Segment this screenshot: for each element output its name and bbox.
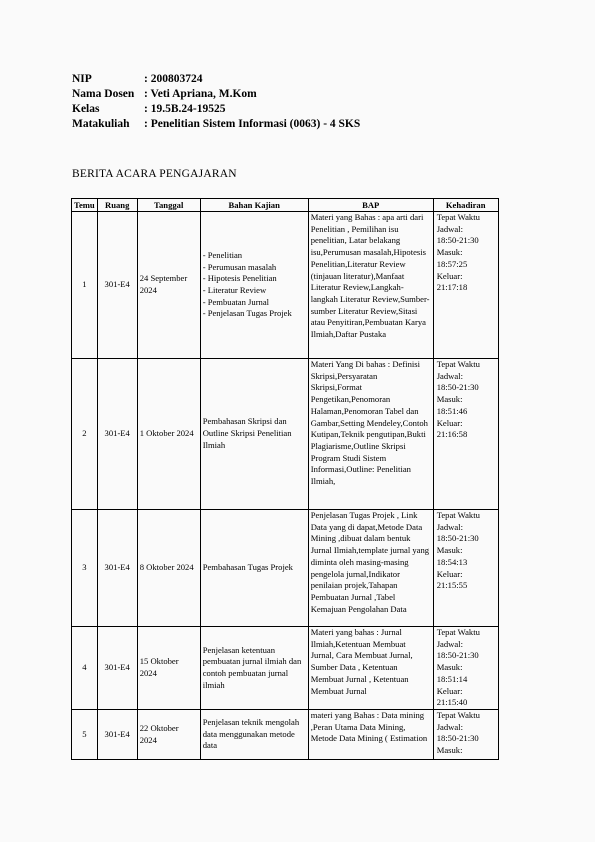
jadwal-value: 18:50-21:30 [436, 733, 479, 744]
table-row [72, 212, 499, 359]
cell-kehadiran [433, 212, 498, 359]
cell-ruang: 301-E4 [97, 359, 137, 510]
cell-temu: 1 [72, 212, 98, 359]
status-text: Tepat Waktu [436, 627, 480, 637]
bahan-item: - Pembuatan Jurnal [202, 296, 270, 307]
header-info [72, 72, 360, 132]
cell-kehadiran [433, 627, 498, 710]
table-row [72, 510, 499, 627]
keluar-label: Keluar: [436, 417, 463, 428]
bahan-list [203, 250, 306, 320]
dosen-row [72, 87, 360, 102]
jadwal-label: Jadwal: [436, 370, 463, 381]
jadwal-label: Jadwal: [436, 721, 463, 732]
jadwal-value: 18:50-21:30 [436, 235, 479, 246]
header-kehadiran: Kehadiran [433, 199, 498, 212]
table-row [72, 359, 499, 510]
status-text: Tepat Waktu [436, 212, 480, 222]
cell-bahan-kajian [200, 212, 308, 359]
matkul-label: Matakuliah [72, 118, 130, 130]
header-bahan-kajian: Bahan Kajian [200, 199, 308, 212]
cell-tanggal: 1 Oktober 2024 [137, 359, 200, 510]
cell-bap: Materi yang Bahas : apa arti dari Penelitian , Pemilihan isu penelitian, Latar belakang isu,Perumusan masalah,Hipotesis Penelitian,Literatur Review (tinjauan literatur),Manfaat Literatur Review,Langkah-langkah Literatur Review,Sumber-sumber Literatur Review,Sitasi atau Penyitiran,Pembuatan Karya Ilmiah,Daftar Pustaka [308, 212, 433, 359]
status-text: Tepat Waktu [436, 359, 480, 369]
teaching-log-table [71, 198, 499, 760]
cell-ruang: 301-E4 [97, 212, 137, 359]
bahan-item: - Penjelasan Tugas Projek [202, 308, 292, 319]
section-title: BERITA ACARA PENGAJARAN [72, 168, 237, 180]
dosen-label: Nama Dosen [72, 88, 135, 100]
cell-bap: Penjelasan Tugas Projek , Link Data yang di dapat,Metode Data Mining ,dibuat dalam bentuk Jurnal Ilmiah,template jurnal yang diminta oleh masing-masing pengelola jurnal,Indikator penilaian projek,Tahapan Pembuatan Jurnal ,Tabel Kemajuan Pengolahan Data [308, 510, 433, 627]
dosen-value: : Veti Apriana, M.Kom [144, 88, 257, 100]
header-tanggal: Tanggal [137, 199, 200, 212]
cell-bahan-kajian: Pembahasan Skripsi dan Outline Skripsi Penelitian Ilmiah [200, 359, 308, 510]
cell-bahan-kajian: Penjelasan ketentuan pembuatan jurnal ilmiah dan contoh pembuatan jurnal ilmiah [200, 627, 308, 710]
cell-bap: materi yang Bahas : Data mining ,Peran Utama Data Mining, Metode Data Mining ( Estimation [308, 710, 433, 760]
matkul-row [72, 117, 360, 132]
matkul-value: : Penelitian Sistem Informasi (0063) - 4 SKS [144, 118, 361, 130]
kelas-label: Kelas [72, 103, 100, 115]
kelas-value: : 19.5B.24-19525 [144, 103, 226, 115]
masuk-label: Masuk: [436, 745, 463, 756]
nip-row [72, 72, 360, 87]
cell-kehadiran [433, 510, 498, 627]
jadwal-value: 18:50-21:30 [436, 382, 479, 393]
jadwal-label: Jadwal: [436, 223, 463, 234]
bahan-item: - Literatur Review [202, 285, 267, 295]
keluar-value: 21:15:40 [436, 697, 468, 708]
table-row [72, 627, 499, 710]
header-temu: Temu [72, 199, 98, 212]
cell-kehadiran [433, 359, 498, 510]
masuk-value: 18:51:46 [436, 405, 468, 416]
header-bap: BAP [308, 199, 433, 212]
cell-tanggal: 24 September 2024 [137, 212, 200, 359]
keluar-label: Keluar: [436, 270, 463, 281]
cell-tanggal: 22 Oktober 2024 [137, 710, 200, 760]
jadwal-label: Jadwal: [436, 638, 463, 649]
cell-temu: 2 [72, 359, 98, 510]
status-text: Tepat Waktu [436, 510, 480, 520]
cell-bap: Materi yang bahas : Jurnal Ilmiah,Ketentuan Membuat Jurnal, Cara Membuat Jurnal, Sumber Data , Ketentuan Membuat Jurnal , Ketentuan Membuat Jurnal [308, 627, 433, 710]
table-header-row [72, 199, 499, 212]
header-ruang: Ruang [97, 199, 137, 212]
masuk-label: Masuk: [436, 545, 463, 556]
masuk-value: 18:51:14 [436, 673, 468, 684]
cell-bap: Materi Yang Di bahas : Definisi Skripsi,Persyaratan Skripsi,Format Pengetikan,Penomoran Halaman,Penomoran Tabel dan Gambar,Setting Mendeley,Contoh Kutipan,Teknik pengutipan,Bukti Plagiarisme,Outline Skripsi Program Studi Sistem Informasi,Outline: Penelitian Ilmiah, [308, 359, 433, 510]
masuk-value: 18:57:25 [436, 258, 468, 269]
masuk-label: Masuk: [436, 247, 463, 258]
cell-tanggal: 8 Oktober 2024 [137, 510, 200, 627]
masuk-label: Masuk: [436, 394, 463, 405]
cell-bahan-kajian: Penjelasan teknik mengolah data menggunakan metode data [200, 710, 308, 760]
jadwal-value: 18:50-21:30 [436, 650, 479, 661]
keluar-value: 21:15:55 [436, 580, 468, 591]
nip-label: NIP [72, 73, 92, 85]
keluar-label: Keluar: [436, 685, 463, 696]
bahan-item: - Penelitian [202, 249, 243, 260]
status-text: Tepat Waktu [436, 710, 480, 720]
cell-temu: 4 [72, 627, 98, 710]
keluar-value: 21:17:18 [436, 282, 468, 293]
cell-tanggal: 15 Oktober 2024 [137, 627, 200, 710]
cell-kehadiran [433, 710, 498, 760]
table-row [72, 710, 499, 760]
cell-temu: 3 [72, 510, 98, 627]
bahan-item: - Hipotesis Penelitian [202, 273, 277, 284]
bahan-item: - Perumusan masalah [202, 261, 277, 272]
cell-bahan-kajian: Pembahasan Tugas Projek [200, 510, 308, 627]
kelas-row [72, 102, 360, 117]
jadwal-value: 18:50-21:30 [436, 533, 479, 544]
cell-ruang: 301-E4 [97, 627, 137, 710]
cell-ruang: 301-E4 [97, 710, 137, 760]
cell-temu: 5 [72, 710, 98, 760]
cell-ruang: 301-E4 [97, 510, 137, 627]
jadwal-label: Jadwal: [436, 521, 463, 532]
keluar-label: Keluar: [436, 568, 463, 579]
masuk-label: Masuk: [436, 662, 463, 673]
masuk-value: 18:54:13 [436, 556, 468, 567]
keluar-value: 21:16:58 [436, 429, 468, 440]
nip-value: : 200803724 [144, 73, 203, 85]
